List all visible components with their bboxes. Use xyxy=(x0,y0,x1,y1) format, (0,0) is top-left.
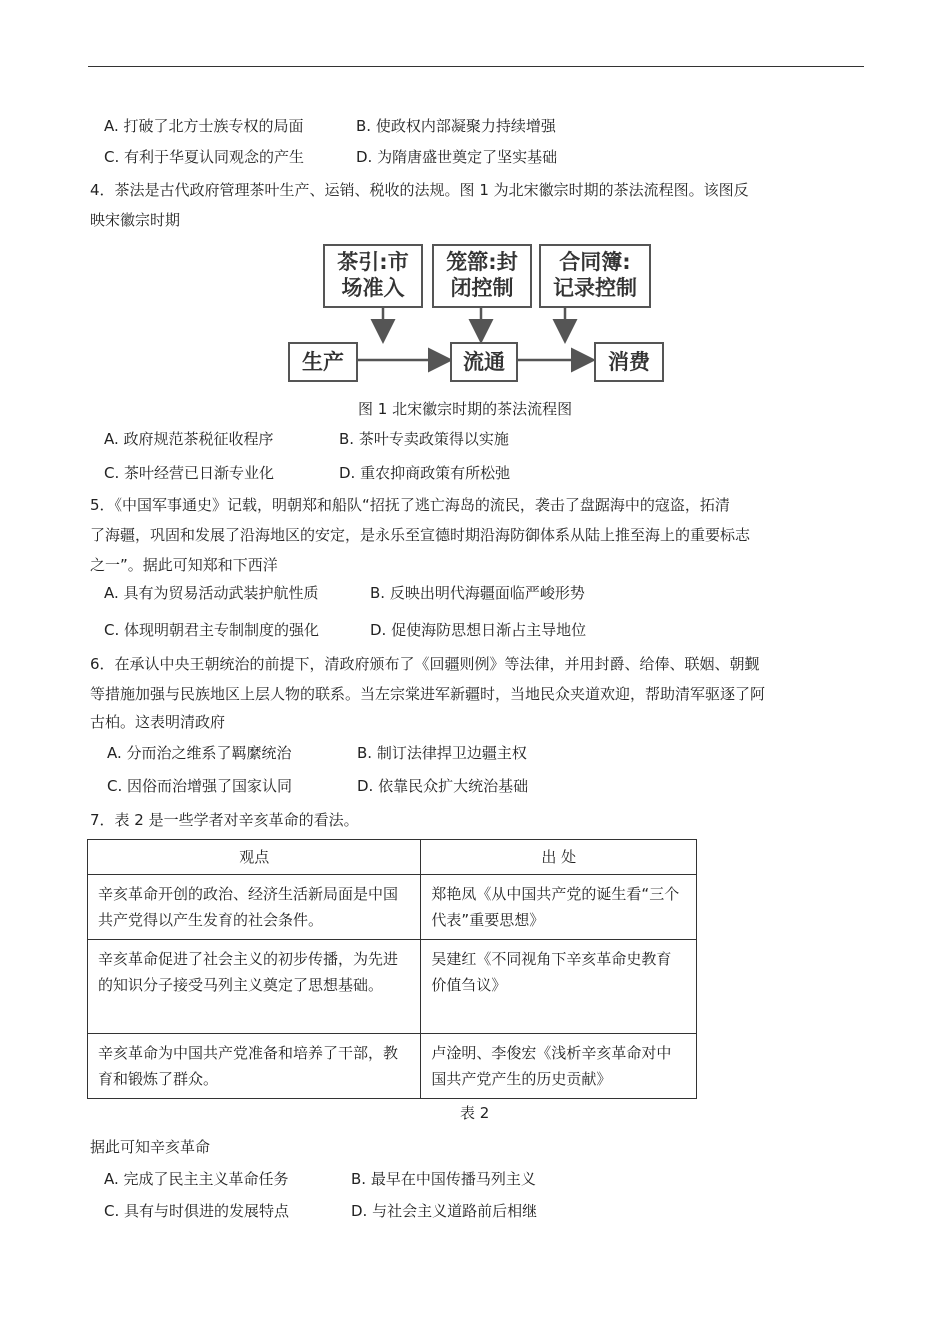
q5-option-d: D. 促使海防思想日渐占主导地位 xyxy=(370,621,587,639)
q7-lead: 据此可知辛亥革命 xyxy=(90,1138,211,1156)
tea-law-flowchart xyxy=(288,244,664,384)
box-circulation: 流通 xyxy=(450,342,518,382)
table-row xyxy=(88,875,697,940)
q4-option-b: B. 茶叶专卖政策得以实施 xyxy=(339,430,509,448)
header-rule xyxy=(88,66,864,67)
q3-option-b: B. 使政权内部凝聚力持续增强 xyxy=(356,117,556,135)
header-source: 出 处 xyxy=(421,840,697,875)
row2-source: 吴建红《不同视角下辛亥革命史教育价值刍议》 xyxy=(421,940,697,1034)
table-row xyxy=(88,1034,697,1099)
q3-option-d: D. 为隋唐盛世奠定了坚实基础 xyxy=(356,148,558,166)
q6-stem-line1: 6．在承认中央王朝统治的前提下，清政府颁布了《回疆则例》等法律，并用封爵、给俸、联姻、朝觐 xyxy=(90,655,760,673)
figure-1-caption: 图 1 北宋徽宗时期的茶法流程图 xyxy=(358,400,573,418)
q7-option-a: A. 完成了民主主义革命任务 xyxy=(104,1170,289,1188)
box-consumption: 消费 xyxy=(594,342,664,382)
row1-source: 郑艳凤《从中国共产党的诞生看“三个代表”重要思想》 xyxy=(421,875,697,940)
box-tea-permit xyxy=(323,244,423,308)
q4-option-c: C. 茶叶经营已日渐专业化 xyxy=(104,464,275,482)
row3-source: 卢淦明、李俊宏《浅析辛亥革命对中国共产党产生的历史贡献》 xyxy=(421,1034,697,1099)
q4-stem-line1: 4．茶法是古代政府管理茶叶生产、运销、税收的法规。图 1 为北宋徽宗时期的茶法流程图。该图反 xyxy=(90,181,749,199)
q7-option-c: C. 具有与时俱进的发展特点 xyxy=(104,1202,290,1220)
row1-view: 辛亥革命开创的政治、经济生活新局面是中国共产党得以产生发育的社会条件。 xyxy=(88,875,421,940)
box-production: 生产 xyxy=(288,342,358,382)
box-container-seal-line1: 笼篰:封 xyxy=(446,250,518,274)
box-container-seal-line2: 闭控制 xyxy=(450,276,514,300)
q6-option-a: A. 分而治之维系了羁縻统治 xyxy=(107,744,292,762)
q5-stem-line1: 5．《中国军事通史》记载，明朝郑和船队“招抚了逃亡海岛的流民，袭击了盘踞海中的寇盗，拓清 xyxy=(90,496,730,514)
q5-option-c: C. 体现明朝君主专制制度的强化 xyxy=(104,621,320,639)
box-contract-ledger xyxy=(539,244,651,308)
q4-option-a: A. 政府规范茶税征收程序 xyxy=(104,430,274,448)
table-header-row xyxy=(88,840,697,875)
q5-option-a: A. 具有为贸易活动武装护航性质 xyxy=(104,584,319,602)
scholar-views-table xyxy=(87,839,697,1099)
row2-view: 辛亥革命促进了社会主义的初步传播，为先进的知识分子接受马列主义奠定了思想基础。 xyxy=(88,940,421,1034)
q3-option-a: A. 打破了北方士族专权的局面 xyxy=(104,117,304,135)
q5-stem-line3: 之一”。据此可知郑和下西洋 xyxy=(90,556,278,574)
box-tea-permit-line1: 茶引:市 xyxy=(337,250,409,274)
q6-option-c: C. 因俗而治增强了国家认同 xyxy=(107,777,293,795)
q5-stem-line2: 了海疆，巩固和发展了沿海地区的安定，是永乐至宣德时期沿海防御体系从陆上推至海上的重要标志 xyxy=(90,526,751,544)
q7-option-d: D. 与社会主义道路前后相继 xyxy=(351,1202,538,1220)
box-tea-permit-line2: 场准入 xyxy=(341,276,405,300)
q6-option-b: B. 制订法律捍卫边疆主权 xyxy=(357,744,527,762)
q3-option-c: C. 有利于华夏认同观念的产生 xyxy=(104,148,305,166)
header-view: 观点 xyxy=(88,840,421,875)
row3-view: 辛亥革命为中国共产党准备和培养了干部，教育和锻炼了群众。 xyxy=(88,1034,421,1099)
q5-option-b: B. 反映出明代海疆面临严峻形势 xyxy=(370,584,585,602)
q4-stem-line2: 映宋徽宗时期 xyxy=(90,211,181,229)
box-contract-ledger-line2: 记录控制 xyxy=(553,276,637,300)
q7-stem: 7．表 2 是一些学者对辛亥革命的看法。 xyxy=(90,811,359,829)
table-row xyxy=(88,940,697,1034)
q7-option-b: B. 最早在中国传播马列主义 xyxy=(351,1170,536,1188)
q6-option-d: D. 依靠民众扩大统治基础 xyxy=(357,777,529,795)
box-contract-ledger-line1: 合同簿: xyxy=(559,250,631,274)
q4-option-d: D. 重农抑商政策有所松弛 xyxy=(339,464,511,482)
q6-stem-line2: 等措施加强与民族地区上层人物的联系。当左宗棠进军新疆时，当地民众夹道欢迎，帮助清军驱逐了阿 xyxy=(90,685,766,703)
q6-stem-line3: 古柏。这表明清政府 xyxy=(90,713,226,731)
table-2-caption: 表 2 xyxy=(460,1104,490,1122)
box-container-seal xyxy=(432,244,532,308)
